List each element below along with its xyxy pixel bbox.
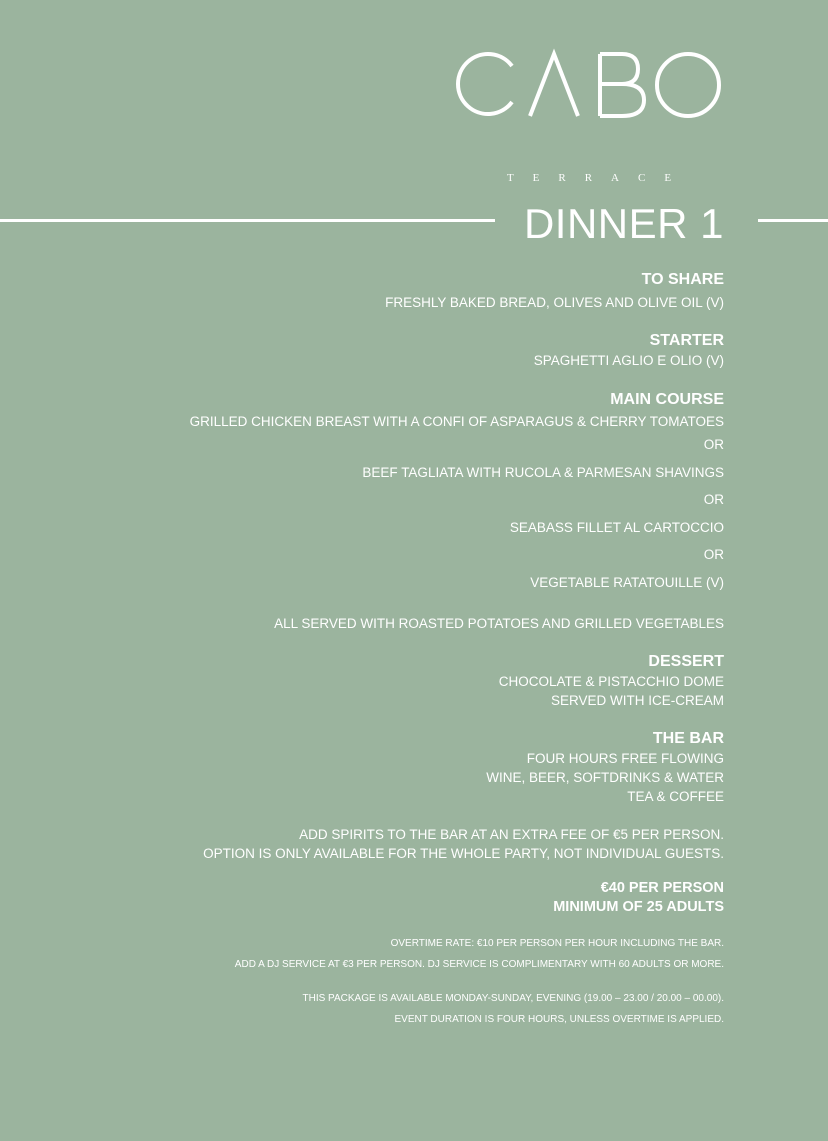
menu-body bbox=[24, 270, 724, 1030]
divider-left bbox=[0, 219, 495, 222]
price-info bbox=[24, 879, 724, 917]
section-to-share bbox=[24, 270, 724, 312]
logo-subtitle: TERRACE bbox=[506, 172, 691, 184]
note-line: ADD A DJ SERVICE AT €3 PER PERSON. DJ SERVICE IS COMPLIMENTARY WITH 60 ADULTS OR MORE. bbox=[234, 959, 724, 970]
addon-line: ADD SPIRITS TO THE BAR AT AN EXTRA FEE OF €5 PER PERSON. bbox=[299, 827, 724, 842]
section-heading: STARTER bbox=[649, 332, 724, 349]
note-line: EVENT DURATION IS FOUR HOURS, UNLESS OVERTIME IS APPLIED. bbox=[394, 1014, 724, 1025]
minimum-adults: MINIMUM OF 25 ADULTS bbox=[553, 899, 724, 915]
menu-footer: ALL SERVED WITH ROASTED POTATOES AND GRILLED VEGETABLES bbox=[274, 616, 724, 631]
section-heading: TO SHARE bbox=[641, 271, 724, 288]
terms-notes bbox=[24, 933, 724, 1030]
logo-wordmark bbox=[452, 44, 726, 124]
menu-item: SERVED WITH ICE-CREAM bbox=[550, 693, 724, 708]
price-per-person: €40 PER PERSON bbox=[600, 880, 724, 896]
note-line: THIS PACKAGE IS AVAILABLE MONDAY-SUNDAY, EVENING (19.00 – 23.00 / 20.00 – 00.00). bbox=[302, 993, 724, 1004]
menu-item: VEGETABLE RATATOUILLE (V) bbox=[530, 574, 724, 590]
menu-or: OR bbox=[703, 547, 724, 562]
section-the-bar bbox=[24, 729, 724, 806]
divider-right bbox=[758, 219, 828, 222]
section-heading: DESSERT bbox=[648, 653, 724, 670]
note-line: OVERTIME RATE: €10 PER PERSON PER HOUR INCLUDING THE BAR. bbox=[390, 938, 724, 949]
menu-or: OR bbox=[703, 492, 724, 507]
menu-item: SEABASS FILLET AL CARTOCCIO bbox=[509, 519, 724, 535]
menu-item: BEEF TAGLIATA WITH RUCOLA & PARMESAN SHAVINGS bbox=[362, 464, 724, 480]
section-heading: THE BAR bbox=[652, 730, 724, 747]
menu-or: OR bbox=[703, 437, 724, 452]
section-dessert bbox=[24, 652, 724, 710]
addon-info bbox=[24, 825, 724, 863]
menu-item: FOUR HOURS FREE FLOWING bbox=[526, 751, 724, 766]
menu-item: WINE, BEER, SOFTDRINKS & WATER bbox=[486, 770, 724, 785]
addon-line: OPTION IS ONLY AVAILABLE FOR THE WHOLE PARTY, NOT INDIVIDUAL GUESTS. bbox=[203, 846, 724, 861]
section-heading: MAIN COURSE bbox=[610, 391, 724, 408]
menu-item: GRILLED CHICKEN BREAST WITH A CONFI OF ASPARAGUS & CHERRY TOMATOES bbox=[189, 414, 724, 429]
menu-item: SPAGHETTI AGLIO E OLIO (V) bbox=[533, 353, 724, 368]
page-title: DINNER 1 bbox=[523, 200, 724, 247]
cabo-logo bbox=[452, 44, 726, 184]
section-main-course bbox=[24, 390, 724, 633]
menu-item: FRESHLY BAKED BREAD, OLIVES AND OLIVE OIL (V) bbox=[385, 295, 724, 310]
section-starter bbox=[24, 331, 724, 370]
menu-item: CHOCOLATE & PISTACCHIO DOME bbox=[498, 674, 724, 689]
menu-item: TEA & COFFEE bbox=[627, 789, 724, 804]
